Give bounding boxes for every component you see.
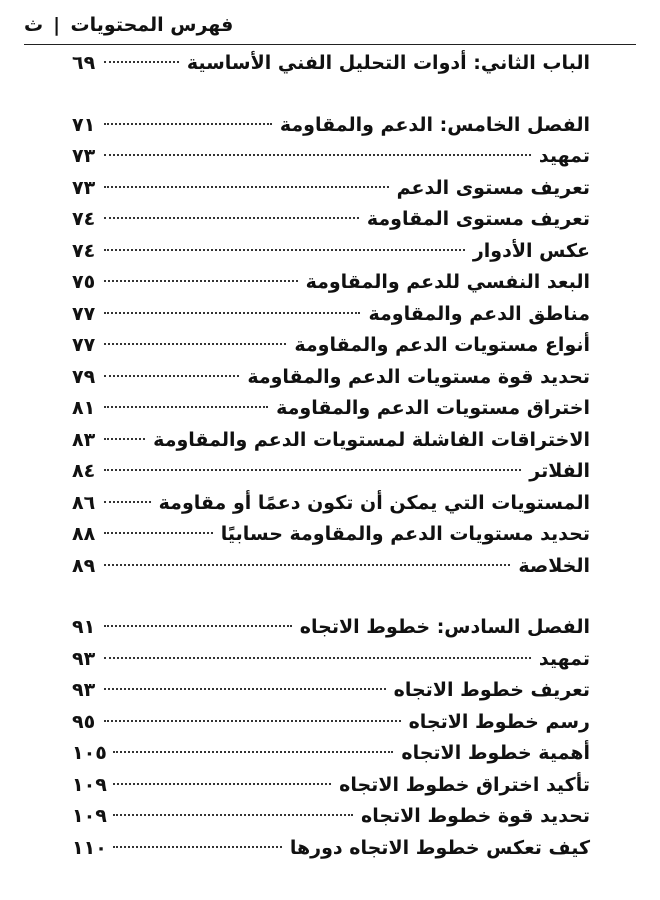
toc-entry[interactable] [72, 742, 590, 774]
dot-leader [104, 343, 286, 345]
section-gap [72, 586, 590, 616]
dot-leader [104, 186, 389, 188]
dot-leader [104, 312, 360, 314]
toc-entry-title: الفصل الخامس: الدعم والمقاومة [279, 113, 590, 136]
toc-entry-title: اختراق مستويات الدعم والمقاومة [276, 397, 590, 419]
toc-entry-title: تعريف خطوط الاتجاه [393, 679, 590, 701]
toc-entry-title: المستويات التي يمكن أن تكون دعمًا أو مقاومة [158, 491, 590, 514]
toc-entry-page: ٨٨ [72, 523, 96, 545]
toc-entry-page: ٨٦ [72, 491, 96, 514]
toc-entry-page: ١٠٩ [72, 805, 107, 827]
toc-entry-page: ٧٣ [72, 176, 96, 199]
toc-entry[interactable] [72, 271, 590, 303]
dot-leader [104, 123, 272, 125]
toc-entry-title: الاختراقات الفاشلة لمستويات الدعم والمقاومة [153, 428, 590, 451]
toc-entry-page: ٧٥ [72, 271, 96, 293]
dot-leader [104, 720, 401, 722]
toc-entry-page: ٩٣ [72, 647, 96, 670]
toc-entry[interactable] [72, 208, 590, 240]
toc-entry-title: عكس الأدوار [472, 239, 590, 262]
toc-entry-part-two[interactable] [72, 52, 590, 84]
dot-leader [104, 657, 531, 659]
dot-leader [104, 249, 465, 251]
toc-entry-page: ٩١ [72, 616, 96, 638]
toc-entry-title: تعريف مستوى الدعم [396, 176, 590, 199]
toc-entry-page: ٦٩ [72, 52, 96, 74]
toc-entry-title: تحديد قوة خطوط الاتجاه [360, 805, 590, 827]
toc-entry-title: تمهيد [538, 647, 590, 670]
toc-entry-page: ٨٣ [72, 428, 96, 451]
toc-entry-title: الفصل السادس: خطوط الاتجاه [299, 616, 590, 638]
toc-entry-title: البعد النفسي للدعم والمقاومة [305, 271, 590, 293]
header-page-number: ث [24, 14, 44, 36]
header-separator: | [53, 14, 61, 36]
toc-entry-title: تحديد قوة مستويات الدعم والمقاومة [247, 365, 590, 388]
toc-entry[interactable] [72, 177, 590, 209]
toc-entry[interactable] [72, 240, 590, 272]
toc-entry-chapter-five[interactable] [72, 114, 590, 146]
toc-entry-title: تحديد مستويات الدعم والمقاومة حسابيًا [220, 523, 590, 545]
dot-leader [104, 61, 179, 63]
dot-leader [104, 217, 359, 219]
toc-entry-title: الفلاتر [529, 460, 590, 482]
toc-entry-title: كيف تعكس خطوط الاتجاه دورها [289, 836, 590, 859]
toc-entry[interactable] [72, 334, 590, 366]
toc-entry-page: ٧٩ [72, 365, 96, 388]
toc-entry[interactable] [72, 460, 590, 492]
dot-leader [104, 280, 298, 282]
toc-entry-page: ٨١ [72, 397, 96, 419]
toc-entry-page: ٧٧ [72, 302, 96, 325]
dot-leader [113, 783, 331, 785]
toc-entry-title: الخلاصة [518, 554, 590, 577]
toc-entry-page: ١٠٥ [72, 742, 107, 764]
toc-entry[interactable] [72, 492, 590, 524]
toc-entry-title: مناطق الدعم والمقاومة [368, 302, 590, 325]
dot-leader [113, 751, 394, 753]
toc-entry[interactable] [72, 523, 590, 555]
toc-entry[interactable] [72, 679, 590, 711]
toc-entry[interactable] [72, 805, 590, 837]
dot-leader [104, 532, 213, 534]
toc-entry-page: ٧٤ [72, 239, 96, 262]
toc-entry[interactable] [72, 648, 590, 680]
dot-leader [104, 406, 268, 408]
toc-entry-title: تعريف مستوى المقاومة [366, 208, 590, 230]
dot-leader [104, 154, 531, 156]
toc-entry-page: ١١٠ [72, 836, 107, 859]
toc-entry-title: رسم خطوط الاتجاه [408, 710, 590, 733]
toc-entry-page: ٨٤ [72, 460, 96, 482]
dot-leader [104, 375, 239, 377]
table-of-contents [72, 52, 590, 868]
toc-entry[interactable] [72, 429, 590, 461]
dot-leader [104, 469, 521, 471]
toc-entry-title: تأكيد اختراق خطوط الاتجاه [339, 773, 590, 796]
toc-entry-page: ١٠٩ [72, 773, 107, 796]
toc-entry-page: ٧٣ [72, 145, 96, 167]
toc-entry-title: أهمية خطوط الاتجاه [401, 742, 590, 764]
toc-entry-title: تمهيد [538, 145, 590, 167]
dot-leader [113, 814, 353, 816]
toc-entry-page: ٧٤ [72, 208, 96, 230]
dot-leader [104, 438, 145, 440]
toc-entry[interactable] [72, 837, 590, 869]
toc-entry[interactable] [72, 774, 590, 806]
section-gap [72, 84, 590, 114]
dot-leader [104, 564, 510, 566]
toc-entry[interactable] [72, 145, 590, 177]
toc-entry[interactable] [72, 366, 590, 398]
dot-leader [104, 501, 151, 503]
toc-entry-title: الباب الثاني: أدوات التحليل الفني الأساسية [186, 52, 590, 74]
header-title: فهرس المحتويات [70, 14, 234, 36]
toc-entry-title: أنواع مستويات الدعم والمقاومة [294, 334, 590, 356]
toc-entry-page: ٩٥ [72, 710, 96, 733]
page-header [24, 6, 636, 44]
header-rule [24, 44, 636, 45]
dot-leader [104, 688, 386, 690]
toc-entry[interactable] [72, 555, 590, 587]
toc-entry-page: ٨٩ [72, 554, 96, 577]
toc-entry[interactable] [72, 303, 590, 335]
toc-entry-page: ٧٧ [72, 334, 96, 356]
toc-entry[interactable] [72, 397, 590, 429]
dot-leader [104, 625, 292, 627]
toc-entry-chapter-six[interactable] [72, 616, 590, 648]
toc-entry[interactable] [72, 711, 590, 743]
toc-entry-page: ٩٣ [72, 679, 96, 701]
toc-entry-page: ٧١ [72, 113, 96, 136]
dot-leader [113, 846, 282, 848]
